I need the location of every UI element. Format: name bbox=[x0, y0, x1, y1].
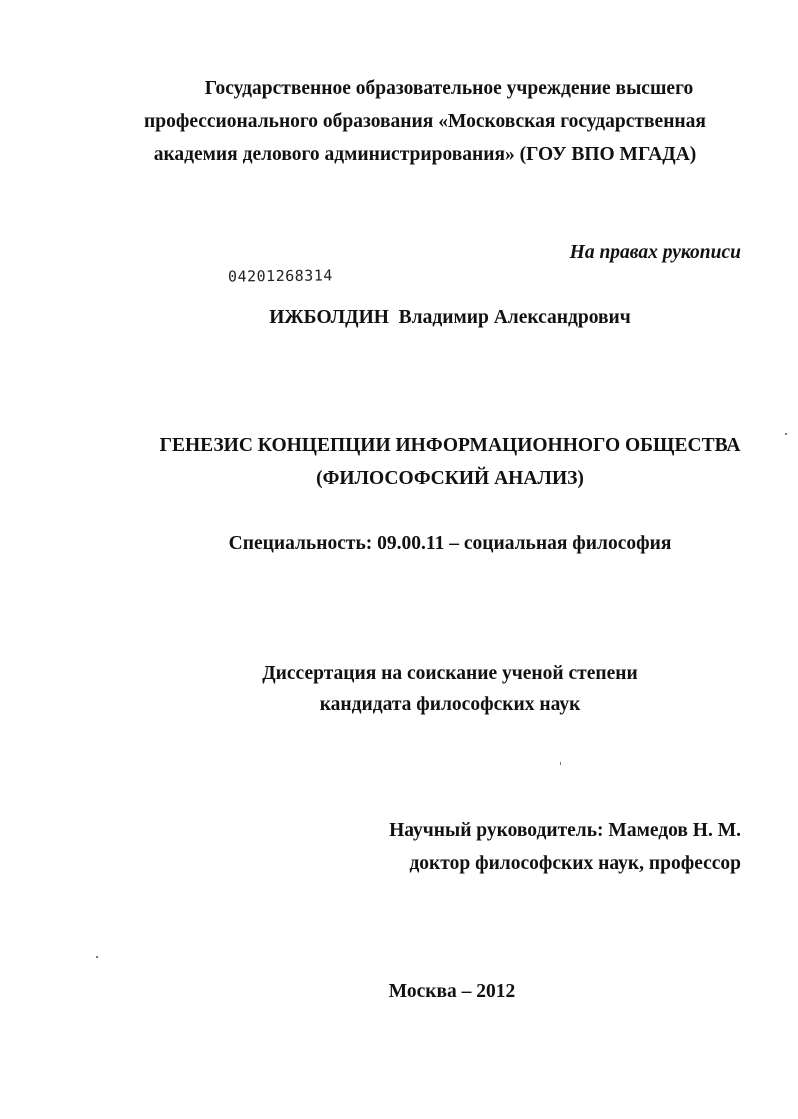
institution-line-2: профессионального образования «Московская государственная bbox=[144, 111, 706, 132]
institution-line-1: Государственное образовательное учреждение высшего bbox=[204, 78, 694, 99]
scan-speck bbox=[96, 956, 98, 958]
dissertation-line-1: Диссертация на соискание ученой степени bbox=[262, 663, 638, 684]
city-year: Москва – 2012 bbox=[388, 981, 516, 1002]
scan-speck bbox=[785, 433, 787, 435]
scan-speck bbox=[560, 762, 561, 765]
author-given-names: Владимир Александрович bbox=[398, 307, 631, 328]
specialty: Специальность: 09.00.11 – социальная философия bbox=[228, 533, 672, 554]
dissertation-line-2: кандидата философских наук bbox=[319, 694, 581, 715]
advisor-line-1: Научный руководитель: Мамедов Н. М. bbox=[389, 820, 741, 841]
thesis-title-line-2: (ФИЛОСОФСКИЙ АНАЛИЗ) bbox=[316, 468, 584, 489]
author-name bbox=[0, 306, 798, 330]
manuscript-note: На правах рукописи bbox=[569, 242, 741, 263]
institution-line-3: академия делового администрирования» (ГОУ ВПО МГАДА) bbox=[153, 144, 697, 165]
advisor-line-2: доктор философских наук, профессор bbox=[409, 853, 741, 874]
author-surname: ИЖБОЛДИН bbox=[269, 307, 389, 328]
thesis-title-line-1: ГЕНЕЗИС КОНЦЕПЦИИ ИНФОРМАЦИОННОГО ОБЩЕСТВА bbox=[159, 435, 741, 456]
archive-code: 04201268314 bbox=[227, 266, 333, 286]
